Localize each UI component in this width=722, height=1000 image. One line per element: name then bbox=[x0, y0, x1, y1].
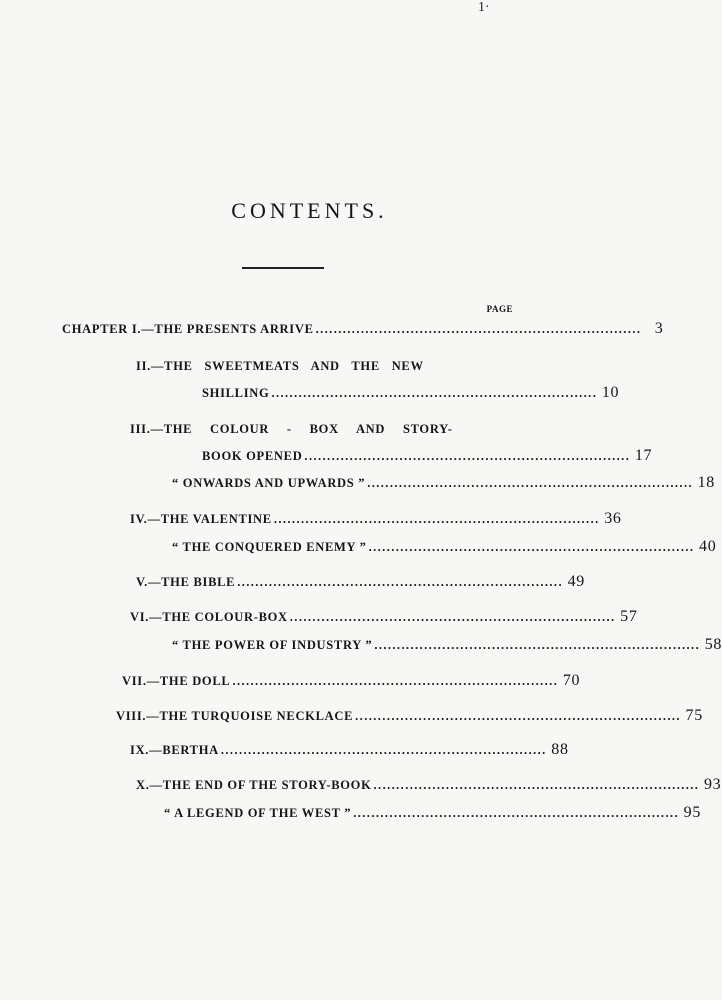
toc-entry-label: “ A LEGEND OF THE WEST ” bbox=[164, 806, 352, 820]
leader-dots: ........................................................................ bbox=[353, 806, 680, 820]
toc-entry-label: VI.—THE COLOUR-BOX bbox=[130, 610, 288, 624]
toc-entry-label: IX.—BERTHA bbox=[130, 743, 219, 757]
toc-entry-label: V.—THE BIBLE bbox=[136, 575, 236, 589]
toc-entry-page: 49 bbox=[567, 573, 585, 590]
toc-entry-label: SHILLING bbox=[202, 386, 270, 400]
toc-entry-page: 3 bbox=[654, 320, 664, 337]
leader-dots: ........................................................................ bbox=[355, 709, 681, 723]
leader-dots: ........................................................................ bbox=[304, 449, 631, 463]
toc-entry-page: 95 bbox=[683, 804, 702, 821]
toc-entry-chapter-1[interactable] bbox=[62, 320, 664, 338]
toc-entry-chapter-7[interactable] bbox=[122, 672, 581, 690]
toc-entry-page: 58 bbox=[704, 636, 722, 653]
leader-dots: ........................................................................ bbox=[271, 386, 598, 400]
toc-entry-label: “ ONWARDS AND UPWARDS ” bbox=[172, 476, 366, 490]
leader-dots: ........................................................................ bbox=[273, 512, 600, 526]
leader-dots: ........................................................................ bbox=[315, 322, 642, 336]
toc-entry-chapter-3[interactable] bbox=[202, 447, 653, 465]
toc-entry-chapter-6[interactable] bbox=[130, 608, 638, 626]
toc-entry-label: VIII.—THE TURQUOISE NECKLACE bbox=[116, 709, 354, 723]
toc-entry-label: III.—THE COLOUR - BOX AND STORY- bbox=[130, 422, 453, 436]
toc-entry-page: 17 bbox=[634, 447, 653, 464]
toc-entry-label: II.—THE SWEETMEATS AND THE NEW bbox=[136, 359, 424, 373]
toc-entry-label: BOOK OPENED bbox=[202, 449, 303, 463]
toc-entry-chapter-8[interactable] bbox=[116, 707, 703, 725]
toc-entry-page: 57 bbox=[620, 608, 638, 625]
toc-entry-chapter-3-story[interactable] bbox=[172, 474, 716, 492]
toc-entry-page: 36 bbox=[604, 510, 622, 527]
page-column-header: PAGE bbox=[486, 304, 513, 314]
toc-entry-label: CHAPTER I.—THE PRESENTS ARRIVE bbox=[62, 322, 314, 336]
toc-entry-label: “ THE CONQUERED ENEMY ” bbox=[172, 540, 367, 554]
toc-entry-chapter-10-story[interactable] bbox=[164, 804, 702, 822]
leader-dots: ........................................................................ bbox=[232, 674, 559, 688]
toc-entry-page: 18 bbox=[697, 474, 716, 491]
leader-dots: ........................................................................ bbox=[374, 638, 701, 652]
leader-dots: ........................................................................ bbox=[368, 540, 695, 554]
toc-entry-chapter-4[interactable] bbox=[130, 510, 622, 528]
toc-entry-chapter-5[interactable] bbox=[136, 573, 585, 591]
toc-entry-label: X.—THE END OF THE STORY-BOOK bbox=[136, 778, 372, 792]
page-title: CONTENTS. bbox=[231, 198, 388, 223]
leader-dots: ........................................................................ bbox=[289, 610, 616, 624]
toc-entry-chapter-2-line-1[interactable] bbox=[136, 359, 459, 374]
toc-entry-label: “ THE POWER OF INDUSTRY ” bbox=[172, 638, 373, 652]
toc-entry-chapter-2[interactable] bbox=[202, 384, 620, 402]
toc-entry-page: 70 bbox=[562, 672, 581, 689]
title-rule bbox=[242, 267, 324, 269]
leader-dots: ........................................................................ bbox=[373, 778, 700, 792]
toc-entry-chapter-3-line-1[interactable] bbox=[130, 422, 459, 437]
toc-entry-label: IV.—THE VALENTINE bbox=[130, 512, 272, 526]
toc-entry-page: 88 bbox=[551, 741, 569, 758]
toc-entry-chapter-10[interactable] bbox=[136, 776, 722, 794]
toc-entry-page: 93 bbox=[703, 776, 722, 793]
toc-entry-page: 10 bbox=[601, 384, 620, 401]
toc-entry-chapter-4-story[interactable] bbox=[172, 538, 717, 556]
toc-entry-chapter-9[interactable] bbox=[130, 741, 569, 759]
leader-dots: ........................................................................ bbox=[237, 575, 563, 589]
leader-dots: ........................................................................ bbox=[220, 743, 547, 757]
toc-entry-label: VII.—THE DOLL bbox=[122, 674, 231, 688]
toc-entry-chapter-6-story[interactable] bbox=[172, 636, 722, 654]
toc-entry-page: 40 bbox=[699, 538, 717, 555]
corner-mark: 1· bbox=[478, 0, 490, 15]
leader-dots: ........................................................................ bbox=[367, 476, 694, 490]
toc-entry-page: 75 bbox=[685, 707, 703, 724]
